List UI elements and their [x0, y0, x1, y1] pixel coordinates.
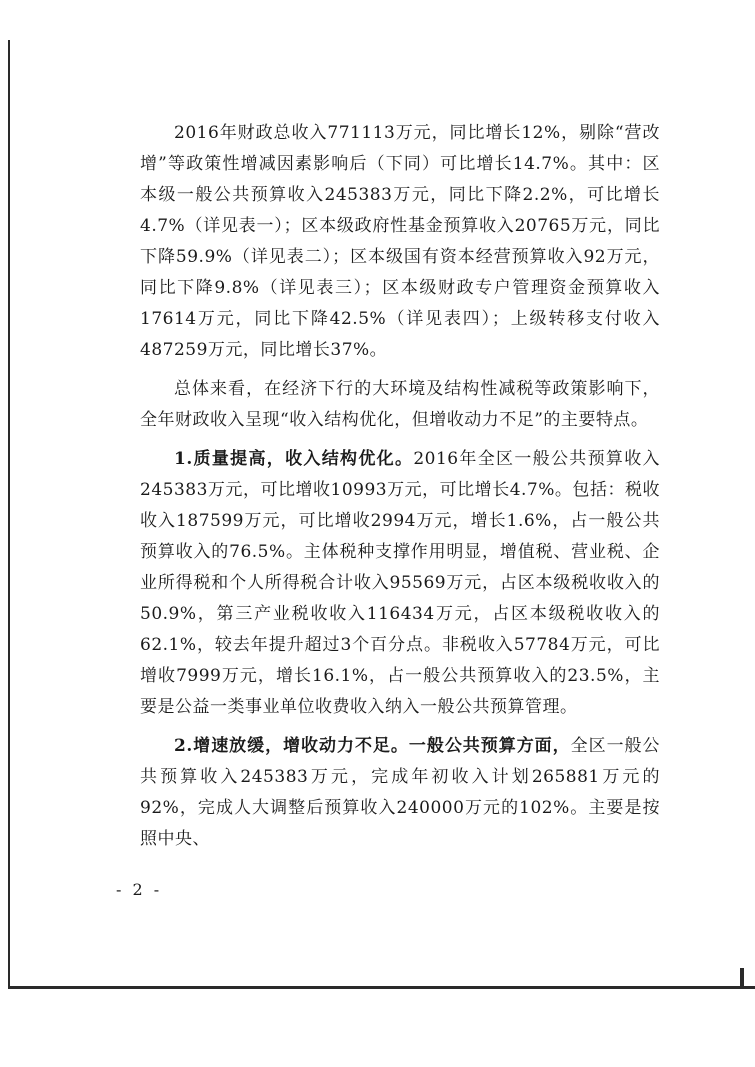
paragraph-text: 全区一般公共预算收入245383万元，完成年初收入计划265881万元的92%，完成人大调整后预算收入240000万元的102%。主要是按照中央、: [140, 736, 661, 849]
scan-border-bottom: [8, 986, 755, 989]
paragraph-text: 总体来看，在经济下行的大环境及结构性减税等政策影响下，全年财政收入呈现“收入结构优化，但增收动力不足”的主要特点。: [140, 379, 660, 430]
paragraph-text: 2016年财政总收入771113万元，同比增长12%，剔除“营改增”等政策性增减因素影响后（下同）可比增长14.7%。其中：区本级一般公共预算收入245383万元，同比下降2.2%，可比增长4.7%（详见表一）；区本级政府性基金预算收入20765万元，同比下降59.9%（详见表二）；区本级国有资本经营预算收入92万元，同比下降9.8%（详见表三）；区本级财政专户管理资金预算收入17614万元，同比下降42.5%（详见表四）；上级转移支付收入487259万元，同比增长37%。: [140, 123, 660, 360]
paragraph-quality-improvement: [140, 444, 660, 723]
paragraph-overview: [140, 374, 660, 436]
paragraph-heading: 2.增速放缓，增收动力不足。一般公共预算方面，: [174, 736, 571, 756]
paragraph-text: 2016年全区一般公共预算收入245383万元，可比增收10993万元，可比增长4.7%。包括：税收收入187599万元，可比增收2994万元，增长1.6%，占一般公共预算收入的76.5%。主体税种支撑作用明显，增值税、营业税、企业所得税和个人所得税合计收入95569万元，占区本级税收收入的50.9%，第三产业税收收入116434万元，占区本级税收收入的62.1%，较去年提升超过3个百分点。非税收入57784万元，可比增收7999万元，增长16.1%，占一般公共预算收入的23.5%，主要是公益一类事业单位收费收入纳入一般公共预算管理。: [140, 449, 661, 717]
document-body: [140, 118, 660, 855]
scan-border-left: [8, 40, 10, 988]
paragraph-growth-slowdown: [140, 731, 660, 855]
page-number: - 2 -: [116, 880, 163, 899]
paragraph-heading: 1.质量提高，收入结构优化。: [174, 449, 414, 469]
scan-edge-mark: [740, 968, 744, 986]
paragraph-revenue-summary: [140, 118, 660, 366]
